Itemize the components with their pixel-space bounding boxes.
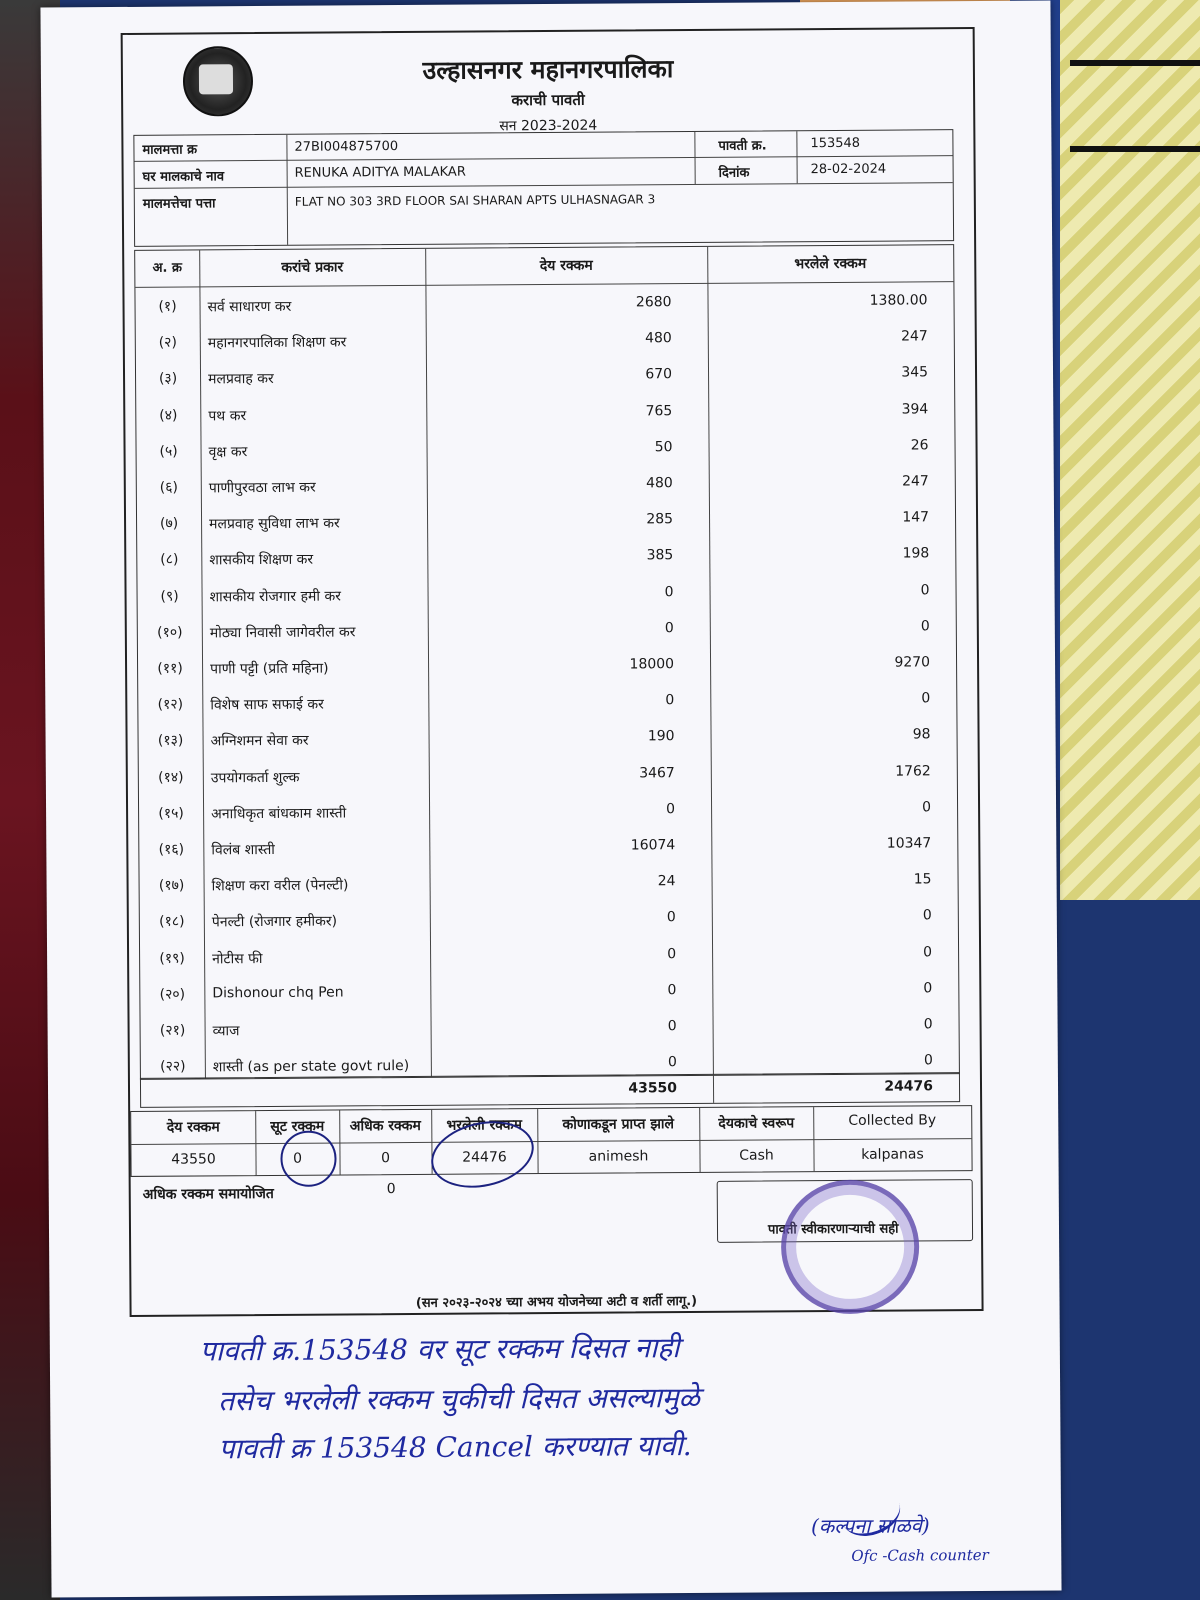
summary-header-discount: सूट रक्कम xyxy=(270,1118,325,1135)
handwritten-line-2: तसेच भरलेली रक्कम चुकीची दिसत असल्यामुळे xyxy=(218,1380,701,1418)
table-row xyxy=(139,790,957,832)
row-number: (१४) xyxy=(158,769,184,786)
receipt-frame xyxy=(121,27,984,1317)
table-row xyxy=(136,392,954,434)
paid-amount: 0 xyxy=(922,907,932,924)
table-row xyxy=(140,935,958,977)
table-row xyxy=(136,356,954,398)
due-amount: 285 xyxy=(646,511,674,528)
row-number: (१५) xyxy=(158,805,184,822)
paid-amount: 345 xyxy=(901,364,929,381)
excess-adjusted-value: 0 xyxy=(386,1181,396,1198)
row-number: (८) xyxy=(160,551,179,569)
paid-amount: 0 xyxy=(923,980,933,997)
table-row xyxy=(139,862,957,904)
tax-name: पेनल्टी (रोजगार हमीकर) xyxy=(211,913,338,931)
summary-header-paid: भरलेली रक्कम xyxy=(446,1117,523,1134)
due-amount: 670 xyxy=(645,366,673,383)
tax-name: वृक्ष कर xyxy=(208,443,248,461)
tax-name: शासकीय रोजगार हमी कर xyxy=(209,588,341,605)
receipt-paper xyxy=(40,0,1061,1597)
due-amount: 0 xyxy=(667,945,677,962)
row-number: (१६) xyxy=(158,841,185,858)
paid-amount: 0 xyxy=(923,1052,933,1069)
due-amount: 480 xyxy=(646,475,673,492)
header-due: देय रक्कम xyxy=(539,257,593,275)
due-amount: 480 xyxy=(644,330,672,347)
row-number: (१८) xyxy=(159,913,185,931)
summary-table xyxy=(130,1105,972,1177)
header-sr: अ. क्र xyxy=(152,260,183,276)
due-amount: 0 xyxy=(664,619,674,636)
due-amount: 18000 xyxy=(629,656,675,673)
header-paid: भरलेले रक्कम xyxy=(794,255,867,273)
due-amount: 16074 xyxy=(630,837,676,854)
tax-name: सर्व साधारण कर xyxy=(207,298,292,316)
total-due: 43550 xyxy=(628,1080,678,1097)
receipt-no: 153548 xyxy=(810,135,861,152)
footer-note: (सन २०२३-२०२४ च्या अभय योजनेच्या अटी व शर्ती लागू.) xyxy=(415,1293,698,1311)
background-lines xyxy=(1070,60,1200,152)
paid-amount: 26 xyxy=(910,437,929,454)
property-no-label: मालमत्ता क्र xyxy=(142,142,198,158)
row-number: (१२) xyxy=(157,696,184,713)
summary-header-excess: अधिक रक्कम xyxy=(349,1117,421,1135)
row-number: (६) xyxy=(159,479,178,496)
tax-name: महानगरपालिका शिक्षण कर xyxy=(207,334,347,352)
paid-amount: 0 xyxy=(923,1016,933,1033)
address: FLAT NO 303 3RD FLOOR SAI SHARAN APTS ULHASNAGAR 3 xyxy=(294,192,656,209)
owner-label: घर मालकाचे नाव xyxy=(142,169,225,185)
row-number: (१७) xyxy=(158,877,185,894)
header-tax-type: करांचे प्रकार xyxy=(281,259,344,276)
summary-payment-mode: Cash xyxy=(739,1147,774,1164)
tax-name: विलंब शास्ती xyxy=(211,841,275,859)
paid-amount: 0 xyxy=(920,581,930,599)
tax-name: विशेष साफ सफाई कर xyxy=(210,696,324,714)
tax-name: अग्निशमन सेवा कर xyxy=(210,733,309,750)
tax-name: शासकीय शिक्षण कर xyxy=(209,552,314,569)
due-amount: 2680 xyxy=(635,294,672,311)
paid-amount: 247 xyxy=(900,328,928,345)
tax-name: मलप्रवाह कर xyxy=(208,371,274,388)
table-row xyxy=(138,609,956,651)
receipt-date: 28-02-2024 xyxy=(810,161,887,178)
paid-amount: 1762 xyxy=(895,762,931,780)
tax-name: मोठ्या निवासी जागेवरील कर xyxy=(209,624,356,642)
table-row xyxy=(139,826,957,868)
paid-amount: 198 xyxy=(902,545,930,562)
tax-name: शिक्षण करा वरील (पेनल्टी) xyxy=(211,877,349,895)
paid-amount: 0 xyxy=(920,618,930,635)
row-number: (९) xyxy=(160,588,179,605)
table-row xyxy=(140,899,958,941)
totals-row xyxy=(140,1072,960,1108)
summary-paid: 24476 xyxy=(462,1149,507,1166)
due-amount: 0 xyxy=(665,692,675,709)
corporation-title: उल्हासनगर महानगरपालिका xyxy=(422,54,674,85)
tax-name: शास्ती (as per state govt rule) xyxy=(212,1058,410,1076)
paid-amount: 98 xyxy=(912,726,931,743)
tax-name: Dishonour chq Pen xyxy=(212,984,344,1002)
table-row xyxy=(140,1007,958,1049)
due-amount: 24 xyxy=(657,873,676,890)
summary-received-from: animesh xyxy=(588,1148,649,1165)
due-amount: 385 xyxy=(646,547,674,564)
summary-collected-by: kalpanas xyxy=(861,1146,924,1163)
receipt-no-label: पावती क्र. xyxy=(718,138,767,154)
paid-amount: 1380.00 xyxy=(869,292,928,309)
table-row xyxy=(136,319,954,361)
due-amount: 0 xyxy=(666,909,676,926)
row-number: (२०) xyxy=(159,986,186,1003)
handwritten-line-3: पावती क्र 153548 Cancel करण्यात यावी. xyxy=(218,1429,692,1466)
tax-name: पाणीपुरवठा लाभ कर xyxy=(208,479,316,497)
property-no: 27BI004875700 xyxy=(294,139,399,155)
due-amount: 765 xyxy=(645,402,673,419)
handwritten-line-1: पावती क्र.153548 वर सूट रक्कम दिसत नाही xyxy=(199,1331,680,1368)
row-number: (३) xyxy=(158,370,178,388)
owner-name: RENUKA ADITYA MALAKAR xyxy=(294,164,466,181)
summary-header-received-from: कोणाकडून प्राप्त झाले xyxy=(562,1116,675,1133)
paid-amount: 394 xyxy=(901,400,929,418)
tax-name: अनाधिकृत बांधकाम शास्ती xyxy=(211,805,347,823)
summary-header-payment-mode: देयकाचे स्वरूप xyxy=(718,1115,795,1132)
tax-name: नोटीस फी xyxy=(212,950,263,967)
pen-circle-discount xyxy=(280,1131,336,1187)
due-amount: 0 xyxy=(667,1054,677,1071)
table-row xyxy=(137,573,955,615)
due-amount: 3467 xyxy=(639,764,675,781)
handwritten-designation: Ofc -Cash counter xyxy=(851,1545,989,1565)
summary-discount: 0 xyxy=(292,1150,303,1167)
due-amount: 190 xyxy=(647,728,675,745)
table-row xyxy=(135,283,953,325)
receipt-year: सन 2023-2024 xyxy=(499,117,598,135)
table-row xyxy=(136,428,954,470)
receipt-type: कराची पावती xyxy=(511,90,585,110)
row-number: (१०) xyxy=(157,624,183,641)
due-amount: 0 xyxy=(664,583,674,600)
address-label: मालमत्तेचा पत्ता xyxy=(142,196,216,212)
due-amount: 0 xyxy=(667,1018,677,1035)
table-row xyxy=(138,681,956,723)
table-row xyxy=(137,500,955,542)
row-number: (१३) xyxy=(157,732,184,750)
tax-name: पथ कर xyxy=(208,407,247,424)
paid-amount: 0 xyxy=(923,943,933,960)
due-amount: 0 xyxy=(666,800,676,817)
tax-name: उपयोगकर्ता शुल्क xyxy=(210,769,300,786)
table-row xyxy=(138,645,956,687)
paid-amount: 147 xyxy=(902,509,930,526)
summary-header-due: देय रक्कम xyxy=(166,1119,220,1136)
tax-table xyxy=(134,244,960,1080)
table-row xyxy=(137,464,955,506)
table-row xyxy=(139,754,957,796)
total-paid: 24476 xyxy=(884,1078,934,1095)
handwritten-name: (कल्पना साळवे) xyxy=(810,1513,930,1539)
paid-amount: 0 xyxy=(921,690,931,707)
paid-amount: 10347 xyxy=(886,835,932,852)
summary-due: 43550 xyxy=(171,1151,216,1168)
row-number: (१९) xyxy=(159,950,185,967)
signature-label: पावती स्वीकारणाऱ्याची सही xyxy=(767,1221,899,1238)
row-number: (१) xyxy=(158,298,177,315)
excess-adjusted-label: अधिक रक्कम समायोजित xyxy=(142,1185,274,1203)
row-number: (२) xyxy=(158,334,177,351)
row-number: (५) xyxy=(159,443,178,460)
date-label: दिनांक xyxy=(718,165,750,181)
paid-amount: 247 xyxy=(902,473,929,490)
paid-amount: 0 xyxy=(922,799,932,816)
tax-name: मलप्रवाह सुविधा लाभ कर xyxy=(209,515,340,533)
row-number: (७) xyxy=(159,515,179,532)
table-row xyxy=(140,971,958,1013)
paid-amount: 9270 xyxy=(894,654,931,671)
due-amount: 0 xyxy=(667,981,677,998)
summary-header-collected-by: Collected By xyxy=(848,1112,937,1129)
summary-excess: 0 xyxy=(380,1150,391,1167)
due-amount: 50 xyxy=(654,438,673,456)
row-number: (११) xyxy=(157,660,183,677)
row-number: (२१) xyxy=(159,1022,186,1039)
tax-name: व्याज xyxy=(212,1023,240,1040)
table-row xyxy=(137,537,955,579)
paid-amount: 15 xyxy=(913,871,932,888)
row-number: (२२) xyxy=(160,1058,186,1075)
table-row xyxy=(138,718,956,760)
property-info-table xyxy=(133,129,954,247)
tax-name: पाणी पट्टी (प्रति महिना) xyxy=(210,660,329,678)
row-number: (४) xyxy=(159,407,178,424)
